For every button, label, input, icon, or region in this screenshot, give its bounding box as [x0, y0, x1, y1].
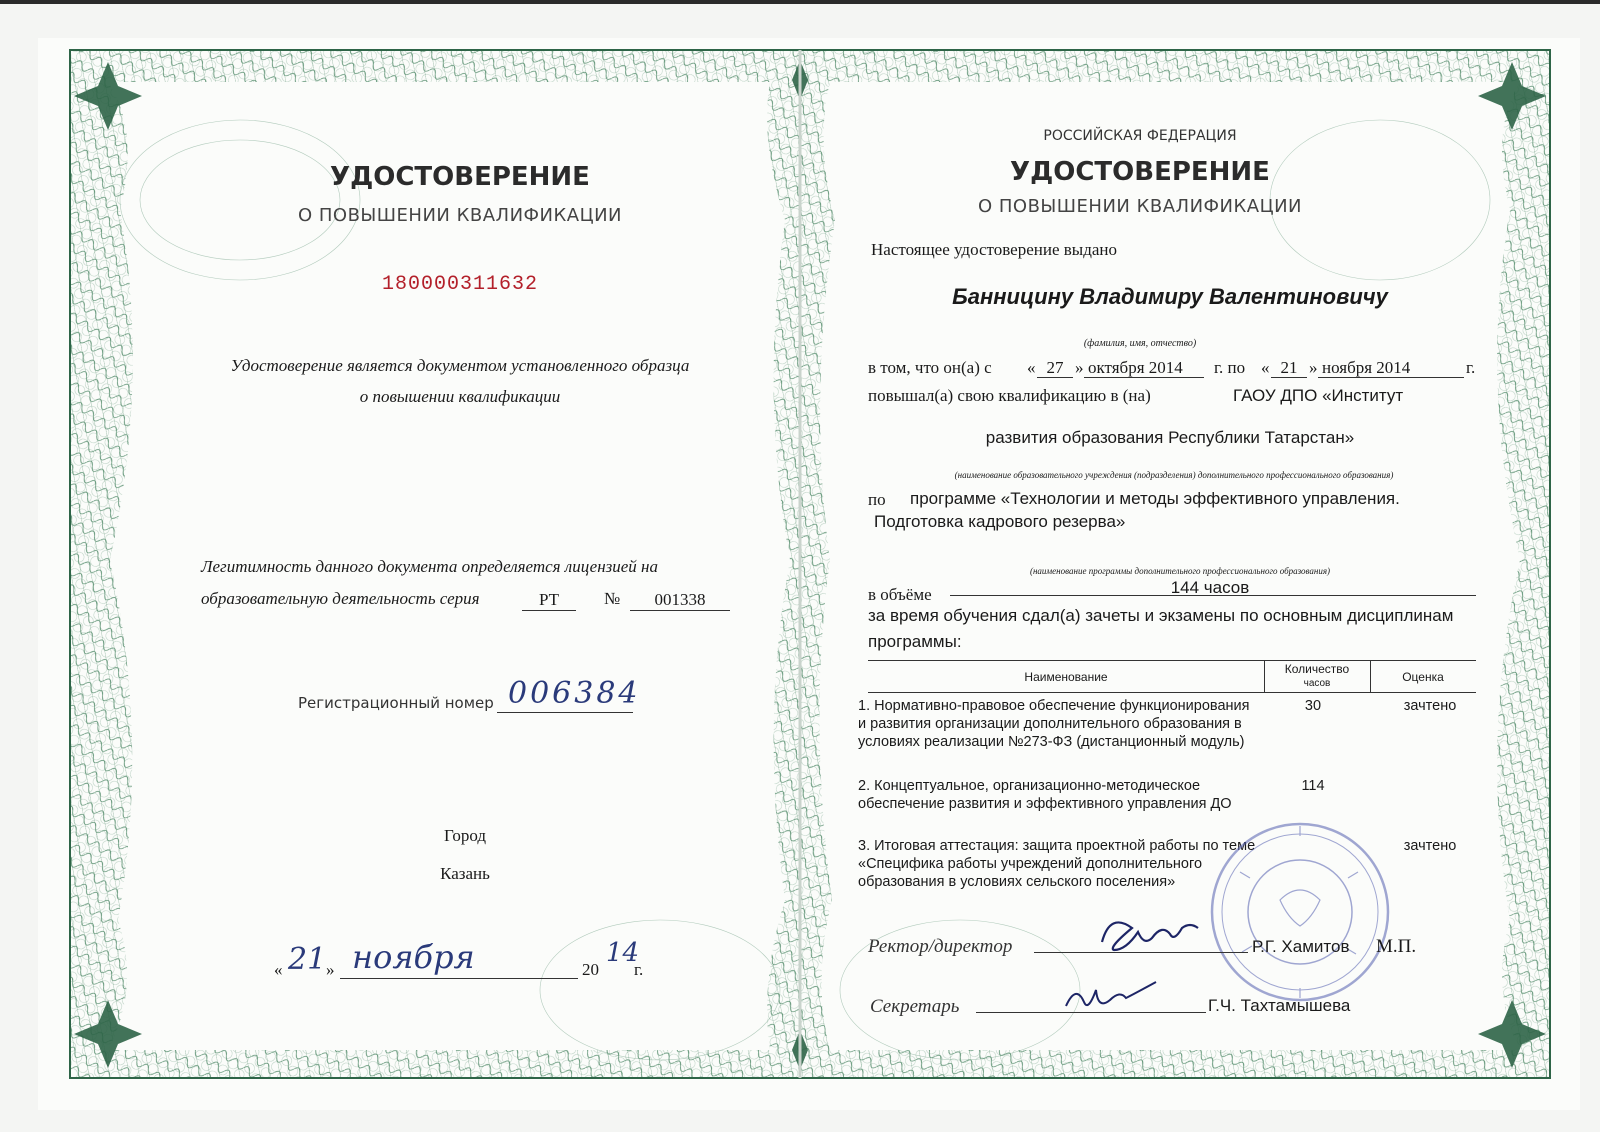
date-open-quote: «	[274, 960, 283, 979]
end-day: 21	[1280, 358, 1298, 377]
license-no-sign: №	[604, 589, 621, 608]
program-line-2: Подготовка кадрового резерва»	[874, 512, 1126, 531]
start-day: 27	[1046, 358, 1064, 377]
statement-line-2: о повышении квалификации	[359, 387, 561, 406]
end-month-year: ноября 2014	[1322, 358, 1411, 377]
exams-line-1: за время обучения сдал(а) зачеты и экзамены по основным дисциплинам	[868, 606, 1454, 625]
row-2-hours: 114	[1301, 778, 1325, 794]
date-month: ноября	[352, 938, 475, 976]
row-1-name: 1. Нормативно-правовое обеспечение функционирования и развития организации дополнительного образования в условиях реализации №273-ФЗ (дистанционный модуль)	[858, 698, 1250, 750]
row-3-grade: зачтено	[1403, 838, 1457, 854]
row-1-grade: зачтено	[1403, 698, 1457, 714]
secretary-signature	[1060, 970, 1170, 1020]
statement-line-1: Удостоверение является документом установленного образца	[230, 356, 690, 375]
qualified-label: повышал(а) свою квалификацию в (на)	[868, 386, 1151, 405]
date-close-quote: »	[326, 960, 335, 979]
recipient-name: Банницину Владимиру Валентиновичу	[952, 284, 1388, 309]
legitimacy-line-2: образовательную деятельность серия	[201, 589, 480, 608]
left-title: УДОСТОВЕРЕНИЕ	[330, 162, 590, 192]
license-series: РТ	[538, 590, 560, 609]
period-prefix: в том, что он(а) с	[868, 358, 992, 377]
header-hours-1: Количество	[1284, 662, 1350, 676]
seal-place: М.П.	[1376, 936, 1417, 957]
reg-number-label: Регистрационный номер	[298, 694, 494, 712]
period-mid: г. по	[1214, 358, 1246, 377]
country-heading: РОССИЙСКАЯ ФЕДЕРАЦИЯ	[1043, 128, 1237, 144]
serial-number: 180000311632	[381, 273, 539, 296]
volume-label: в объёме	[868, 585, 932, 604]
period-suffix: г.	[1466, 358, 1476, 377]
end-quote-open: «	[1261, 358, 1270, 377]
volume-value: 144 часов	[1170, 578, 1250, 597]
institution-line-2: развития образования Республики Татарстан»	[985, 428, 1355, 447]
date-year-unit: г.	[634, 960, 644, 979]
reg-number-handwritten: 006384	[508, 676, 641, 711]
license-number: 001338	[654, 590, 706, 609]
rector-label: Ректор/директор	[868, 936, 1013, 957]
row-2-name: 2. Концептуальное, организационно-методическое обеспечение развития и эффективного управления ДО	[858, 778, 1232, 812]
legitimacy-line-1: Легитимность данного документа определяется лицензией на	[201, 557, 658, 576]
header-hours-2: часов	[1303, 678, 1331, 689]
name-caption: (фамилия, имя, отчество)	[1083, 338, 1197, 349]
secretary-name: Г.Ч. Тахтамышева	[1208, 996, 1351, 1015]
start-quote-open: «	[1027, 358, 1036, 377]
right-title: УДОСТОВЕРЕНИЕ	[1010, 157, 1270, 187]
city-label: Город	[444, 826, 486, 845]
end-quote-close: »	[1309, 358, 1318, 377]
header-name: Наименование	[1024, 670, 1108, 684]
start-quote-close: »	[1075, 358, 1084, 377]
date-year-suffix: 14	[606, 938, 640, 968]
date-year-prefix: 20	[582, 960, 599, 979]
program-caption: (наименование программы дополнительного профессионального образования)	[1029, 566, 1331, 576]
institution-caption: (наименование образовательного учреждения (подразделения) дополнительного профессионального образования)	[954, 470, 1394, 480]
right-subtitle: О ПОВЫШЕНИИ КВАЛИФИКАЦИИ	[977, 196, 1303, 217]
institution-line-1: ГАОУ ДПО «Институт	[1233, 386, 1404, 405]
header-grade: Оценка	[1402, 670, 1444, 684]
issued-to-label: Настоящее удостоверение выдано	[871, 240, 1118, 259]
program-label: по	[868, 490, 886, 509]
rector-signature	[1094, 912, 1224, 964]
row-1-hours: 30	[1304, 698, 1322, 714]
rector-name: Р.Г. Хамитов	[1252, 937, 1350, 956]
city-value: Казань	[440, 864, 490, 883]
date-day: 21	[288, 942, 327, 977]
exams-line-2: программы:	[868, 632, 962, 651]
program-line-1: программе «Технологии и методы эффективного управления.	[910, 489, 1400, 508]
start-month-year: октября 2014	[1088, 358, 1183, 377]
left-subtitle: О ПОВЫШЕНИИ КВАЛИФИКАЦИИ	[297, 205, 623, 226]
secretary-label: Секретарь	[870, 996, 960, 1017]
row-3-name: 3. Итоговая аттестация: защита проектной работы по теме «Специфика работы учреждений дополнительного образования в условиях сельского поселения»	[858, 838, 1256, 890]
